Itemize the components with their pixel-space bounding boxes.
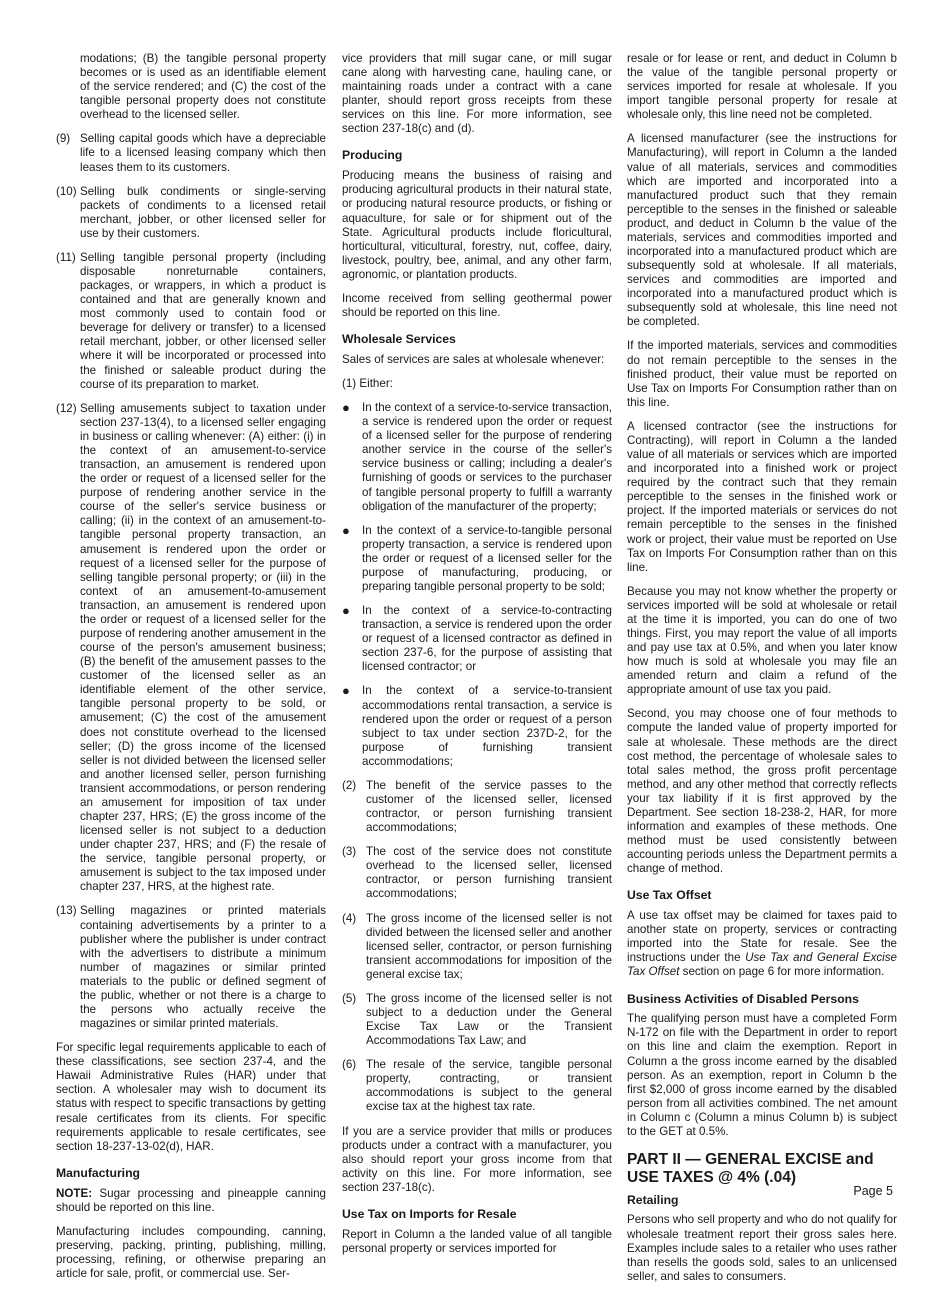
list-item: (10) Selling bulk condiments or single-serving packets of condiments to a licensed retail merchant, jobber, or other licensed seller for use by their customers.	[56, 184, 326, 240]
page-number: Page 5	[853, 1184, 893, 1198]
service-bullet-list	[342, 401, 612, 769]
bullet-item: ● In the context of a service-to-transient accommodations rental transaction, a service is rendered upon the order or request of a person subject to tax under section 237D-2, for the purpose of furnishing transient accommodations;	[342, 683, 612, 768]
retailing-heading: Retailing	[627, 1192, 679, 1207]
list-item: (6) The resale of the service, tangible personal property, contracting, or transient accommodations is subject to the general excise tax at the highest tax rate.	[342, 1058, 612, 1114]
list-item: (3) The cost of the service does not constitute overhead to the licensed seller, licensed contractor, or person furnishing transient accommodations;	[342, 845, 612, 901]
either-label: (1) Either:	[342, 376, 393, 390]
producing-heading: Producing	[342, 148, 403, 163]
bullet-icon: ●	[342, 603, 350, 619]
continued-paragraph: modations; (B) the tangible personal property becomes or is used as an identifiable element of the service rendered; and (C) the cost of the tangible personal property does not constitute overhead to the licensed seller.	[80, 52, 326, 122]
list-item: (12) Selling amusements subject to taxation under section 237-13(4), to a licensed seller engaging in business or calling whenever: (A) either: (i) in the context of an amusement-to-service transaction, an amusement is rendered upon the order or request of a licensed seller for the purpose of rendering another service in the course of the seller's service business or calling; (ii) in the context of an amusement-to-tangible personal property transaction, an amusement is rendered upon the order or request of a licensed seller for the purpose of selling tangible personal property; or (iii) in the context of an amusement-to-amusement transaction, an amusement is rendered upon the order or request of a licensed seller for the purpose of rendering another amusement in the course of the person's amusement business; (B) the benefit of the amusement passes to the customer of the licensed seller as an identifiable element of the other service, tangible personal property to be sold, or amusement; (C) the cost of the amusement does not constitute overhead to the licensed seller; (D) the gross income of the licensed seller is not divided between the licensed seller and another licensed seller, person furnishing transient accommodations, or person rendering an amusement for imposition of tax under chapter 237, HRS; (E) the gross income of the licensed seller is not subject to a deduction under chapter 237, HRS; and (F) the resale of the service, tangible personal property, or amusement is subject to the tax imposed under chapter 237, HRS, at the highest rate.	[56, 401, 326, 894]
bullet-icon: ●	[342, 683, 350, 699]
service-provider-paragraph: If you are a service provider that mills or produces products under a contract with a manufacturer, you also should report your gross income from that activity on this line. For more information, see section 237-18(c).	[342, 1124, 612, 1194]
manufacturing-paragraph: Manufacturing includes compounding, canning, preserving, packing, printing, publishing, milling, processing, refining, or otherwise preparing an article for sale, profit, or commercial use. Ser-	[56, 1224, 326, 1280]
wholesale-list-continued	[56, 132, 326, 1031]
manufacturing-note	[56, 1187, 326, 1215]
bullet-item: ● In the context of a service-to-tangible personal property transaction, a service is rendered upon the order or request of a licensed seller for the purpose of manufacturing, producing, or preparing tangible personal property to be sold;	[342, 522, 612, 593]
bullet-icon: ●	[342, 522, 350, 538]
note-label: NOTE:	[56, 1186, 93, 1200]
use-tax-offset-heading: Use Tax Offset	[627, 888, 712, 903]
continued-paragraph: vice providers that mill sugar cane, or mill sugar cane along with harvesting cane, hauling cane, or maintaining roads under a contract with a cane planter, should report gross receipts from these services on this line. For more information, see section 237-18(c) and (d).	[342, 52, 612, 136]
retailing-paragraph: Persons who sell property and who do not qualify for wholesale treatment report their gross sales here. Examples include sales to a retailer who uses rather than resells the goods sold, sales to an unlicensed seller, and sales to consumers.	[627, 1213, 897, 1283]
column-3	[627, 52, 897, 1294]
second-method-paragraph: Second, you may choose one of four methods to compute the landed value of property imported for sale at wholesale. These methods are the direct cost method, the percentage of wholesale sales to total sales method, the gross profit percentage method, and any other method that correctly reflects your tax liability if it is first approved by the Department. See section 18-238-2, HAR, for more information and examples of these methods. One method must be used consistently between accounting periods unless the Department permits a change of method.	[627, 707, 897, 876]
list-item: (9) Selling capital goods which have a depreciable life to a licensed leasing company which then leases them to its customers.	[56, 132, 326, 174]
note-text: Sugar processing and pineapple canning should be reported on this line.	[56, 1186, 326, 1214]
bullet-item: ● In the context of a service-to-contracting transaction, a service is rendered upon the order or request of a licensed contractor as defined in section 237-6, for the purpose of assisting that licensed contractor; or	[342, 603, 612, 674]
disabled-persons-paragraph: The qualifying person must have a completed Form N-172 on file with the Department in order to report on this line and claim the exemption. Report in Column a the gross income earned by the disabled person. As an exemption, report in Column b the first $2,000 of gross income earned by the disabled person from all activities combined. The net amount in Column c (Column a minus Column b) is subject to the GET at 0.5%.	[627, 1012, 897, 1138]
disabled-persons-heading: Business Activities of Disabled Persons	[627, 991, 859, 1006]
contractor-paragraph: A licensed contractor (see the instructions for Contracting), will report in Column a the landed value of all materials or services which are imported and incorporated into a finished work or project required by the contract such that they remain perceptible to the senses in the finished work or project. If the imported materials or services do not remain perceptible to the senses in the finished work or project, their value must be reported on Use Tax on Imports For Consumption rather than on this line.	[627, 419, 897, 574]
list-item: (5) The gross income of the licensed seller is not subject to a deduction under the General Excise Tax Law or the Transient Accommodations Tax Law; and	[342, 991, 612, 1048]
part-ii-title: PART II — GENERAL EXCISE and USE TAXES @ 4% (.04)	[627, 1151, 874, 1186]
list-item: (2) The benefit of the service passes to the customer of the licensed seller, licensed contractor, or person furnishing transient accommodations;	[342, 778, 612, 835]
wholesale-intro: Sales of services are sales at wholesale whenever:	[342, 352, 605, 366]
list-item: (4) The gross income of the licensed seller is not divided between the licensed seller and another licensed seller, contractor, or person furnishing transient accommodations for imposition of the general excise tax;	[342, 911, 612, 981]
list-item: (13) Selling magazines or printed materials containing advertisements by a printer to a publisher where the publisher is under contract with the advertisers to distribute a minimum number of magazines or similar printed materials to the public or defined segment of the public, whether or not there is a charge to the persons who actually receive the magazines or similar printed materials.	[56, 904, 326, 1031]
use-tax-resale-paragraph: Report in Column a the landed value of all tangible personal property or services imported for	[342, 1227, 612, 1255]
use-tax-resale-heading: Use Tax on Imports for Resale	[342, 1206, 517, 1221]
specific-requirements-paragraph: For specific legal requirements applicable to each of these classifications, see section 237-4, and the Hawaii Administrative Rules (HAR) under that section. A wholesaler may wish to document its status with respect to specific transactions by getting resale certificates from its clients. For specific requirements applicable to resale certificates, see section 18-237-13-02(d), HAR.	[56, 1041, 327, 1153]
manufacturer-paragraph: A licensed manufacturer (see the instructions for Manufacturing), will report in Column a the landed value of all materials, services and commodities which are imported and incorporated into a manufactured product such that they remain perceptible to the senses in the finished or saleable product, and deduct in Column b the value of the materials, services and commodities imported and incorporated into a manufactured product which are subsequently sold at wholesale. If all materials, services and commodities are imported and incorporated into a manufactured product which is subsequently sold at wholesale, this line need not be completed.	[627, 132, 897, 329]
geothermal-paragraph: Income received from selling geothermal power should be reported on this line.	[342, 291, 612, 319]
column-1	[56, 52, 326, 1291]
bullet-icon: ●	[342, 400, 350, 416]
continued-paragraph: resale or for lease or rent, and deduct in Column b the value of the tangible personal property or services imported for resale at wholesale. If you import tangible personal property for resale at wholesale only, this line need not be completed.	[627, 52, 897, 122]
imported-materials-paragraph: If the imported materials, services and commodities do not remain perceptible to the senses in the finished product, their value must be reported on Use Tax on Imports For Consumption rather than on this line.	[627, 339, 897, 409]
bullet-item: ● In the context of a service-to-service transaction, a service is rendered upon the order or request of a licensed seller for the purpose of rendering another service in the course of the seller's service business or calling; including a dealer's furnishing of goods or services to the purchaser of tangible personal property to fulfill a warranty obligation of the manufacturer of the property;	[342, 400, 612, 513]
offset-section-reference: Use Tax and General Excise Tax Offset	[627, 951, 897, 979]
wholesale-conditions-list	[342, 779, 612, 1115]
producing-paragraph: Producing means the business of raising and producing agricultural products in their natural state, or producing natural resource products, or fishing or aquaculture, for sale or for shipment out of the State. Agricultural products include floricultural, horticultural, viticultural, forestry, nut, coffee, dairy, livestock, poultry, bee, animal, and any other farm, agronomic, or plantation products.	[342, 169, 612, 281]
because-paragraph: Because you may not know whether the property or services imported will be sold at wholesale or retail at the time it is imported, you can do one of two things. First, you may report the value of all imports and pay use tax at 0.5%, and when you later know how much is sold at wholesale you may file an amended return and claim a refund of the appropriate amount of use tax you paid.	[627, 584, 897, 697]
wholesale-services-heading: Wholesale Services	[342, 332, 456, 347]
manufacturing-heading: Manufacturing	[56, 1165, 140, 1180]
list-item: (11) Selling tangible personal property (including disposable nonreturnable containers, packages, or wrappers, in which a product is contained and that are generally known and most commonly used to contain food or beverage for delivery or transfer) to a licensed retail merchant, jobber, or other licensed seller where it will be incorporated or processed into the finished or saleable product during the course of its preparation to market.	[56, 250, 326, 391]
column-2	[342, 52, 612, 1266]
use-tax-offset-paragraph: A use tax offset may be claimed for taxes paid to another state on property, services or contracting imported into the State for resale. See the instructions under the Use Tax and General Excise Tax Offset section on page 6 for more information.	[627, 909, 897, 979]
